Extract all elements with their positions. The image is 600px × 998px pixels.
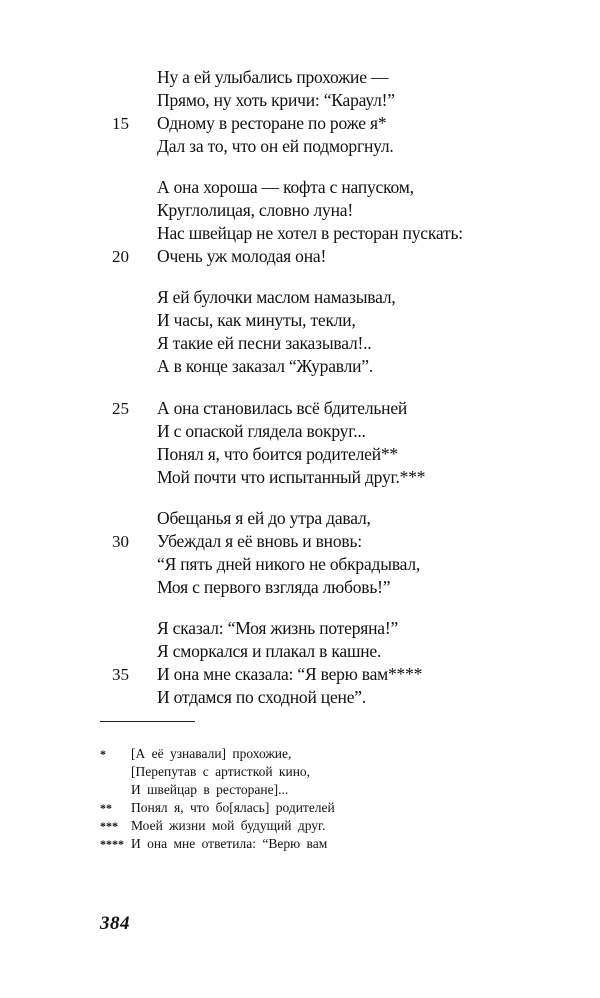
verse-line <box>0 686 600 709</box>
verse-line <box>0 89 600 112</box>
verse-line <box>0 397 600 420</box>
verse-line <box>0 176 600 199</box>
verse-text: Нас швейцар не хотел в ресторан пускать: <box>157 223 463 243</box>
verse-text: Одному в ресторане по роже я* <box>157 113 387 133</box>
verse-line <box>0 355 600 378</box>
verse-text: Убеждал я её вновь и вновь: <box>157 531 362 551</box>
verse-text: “Я пять дней никого не обкрадывал, <box>157 554 421 574</box>
verse-text: Ну а ей улыбались прохожие — <box>157 67 389 87</box>
footnote-text: [А её узнавали] прохожие, <box>131 746 292 761</box>
verse-line <box>0 245 600 268</box>
verse-line <box>0 530 600 553</box>
verse-line <box>0 199 600 222</box>
verse-line <box>0 466 600 489</box>
verse-line <box>0 617 600 640</box>
footnote-text: И она мне ответила: “Верю вам <box>131 836 328 851</box>
verse-line <box>0 663 600 686</box>
footnote <box>0 799 600 817</box>
footnote <box>0 835 600 853</box>
footnote-mark: *** <box>100 819 118 833</box>
footnote-divider <box>100 721 195 722</box>
footnote-text: [Перепутав с артисткой кино, <box>131 764 311 779</box>
footnote-text: Моей жизни мой будущий друг. <box>131 818 326 833</box>
verse-text: А она хороша — кофта с напуском, <box>157 177 414 197</box>
verse-text: Я ей булочки маслом намазывал, <box>157 287 396 307</box>
verse-text: Обещанья я ей до утра давал, <box>157 508 371 528</box>
line-number: 15 <box>112 114 129 133</box>
verse-line <box>0 332 600 355</box>
line-number: 25 <box>112 399 129 418</box>
line-number: 30 <box>112 532 129 551</box>
verse-line <box>0 507 600 530</box>
verse-text: Я такие ей песни заказывал!.. <box>157 333 372 353</box>
verse-text: Дал за то, что он ей подморгнул. <box>157 136 394 156</box>
footnotes <box>0 745 600 853</box>
verse-line <box>0 222 600 245</box>
page-number: 384 <box>100 913 130 934</box>
footnote-mark: **** <box>100 837 124 851</box>
verse-text: А в конце заказал “Журавли”. <box>157 356 374 376</box>
verse-line <box>0 286 600 309</box>
verse-text: Понял я, что боится родителей** <box>157 444 398 464</box>
footnote-mark: ** <box>100 801 112 815</box>
verse-text: Прямо, ну хоть кричи: “Караул!” <box>157 90 395 110</box>
verse-line <box>0 576 600 599</box>
verse-text: И часы, как минуты, текли, <box>157 310 356 330</box>
line-number: 20 <box>112 247 129 266</box>
verse-line <box>0 66 600 89</box>
verse-line <box>0 112 600 135</box>
stanza-3 <box>0 286 600 378</box>
verse-line <box>0 420 600 443</box>
stanza-5 <box>0 507 600 599</box>
stanza-6 <box>0 617 600 709</box>
stanza-2 <box>0 176 600 268</box>
verse-line <box>0 553 600 576</box>
verse-text: И она мне сказала: “Я верю вам**** <box>157 664 423 684</box>
stanza-1 <box>0 66 600 158</box>
verse-text: И с опаской глядела вокруг... <box>157 421 366 441</box>
footnote <box>0 763 600 781</box>
verse-text: Круглолицая, словно луна! <box>157 200 353 220</box>
footnote <box>0 781 600 799</box>
verse-line <box>0 309 600 332</box>
footnote-mark: * <box>100 747 106 761</box>
verse-text: Мой почти что испытанный друг.*** <box>157 467 426 487</box>
verse-text: И отдамся по сходной цене”. <box>157 687 367 707</box>
verse-line <box>0 135 600 158</box>
footnote-text: Понял я, что бо[ялась] родителей <box>131 800 335 815</box>
verse-text: Я сморкался и плакал в кашне. <box>157 641 382 661</box>
verse-text: Очень уж молодая она! <box>157 246 327 266</box>
verse-text: Моя с первого взгляда любовь!” <box>157 577 391 597</box>
verse-text: А она становилась всё бдительней <box>157 398 408 418</box>
footnote <box>0 745 600 763</box>
footnote-text: И швейцар в ресторане]... <box>131 782 289 797</box>
verse-line <box>0 443 600 466</box>
verse-line <box>0 640 600 663</box>
verse-text: Я сказал: “Моя жизнь потеряна!” <box>157 618 399 638</box>
stanza-4 <box>0 397 600 489</box>
footnote <box>0 817 600 835</box>
line-number: 35 <box>112 665 129 684</box>
